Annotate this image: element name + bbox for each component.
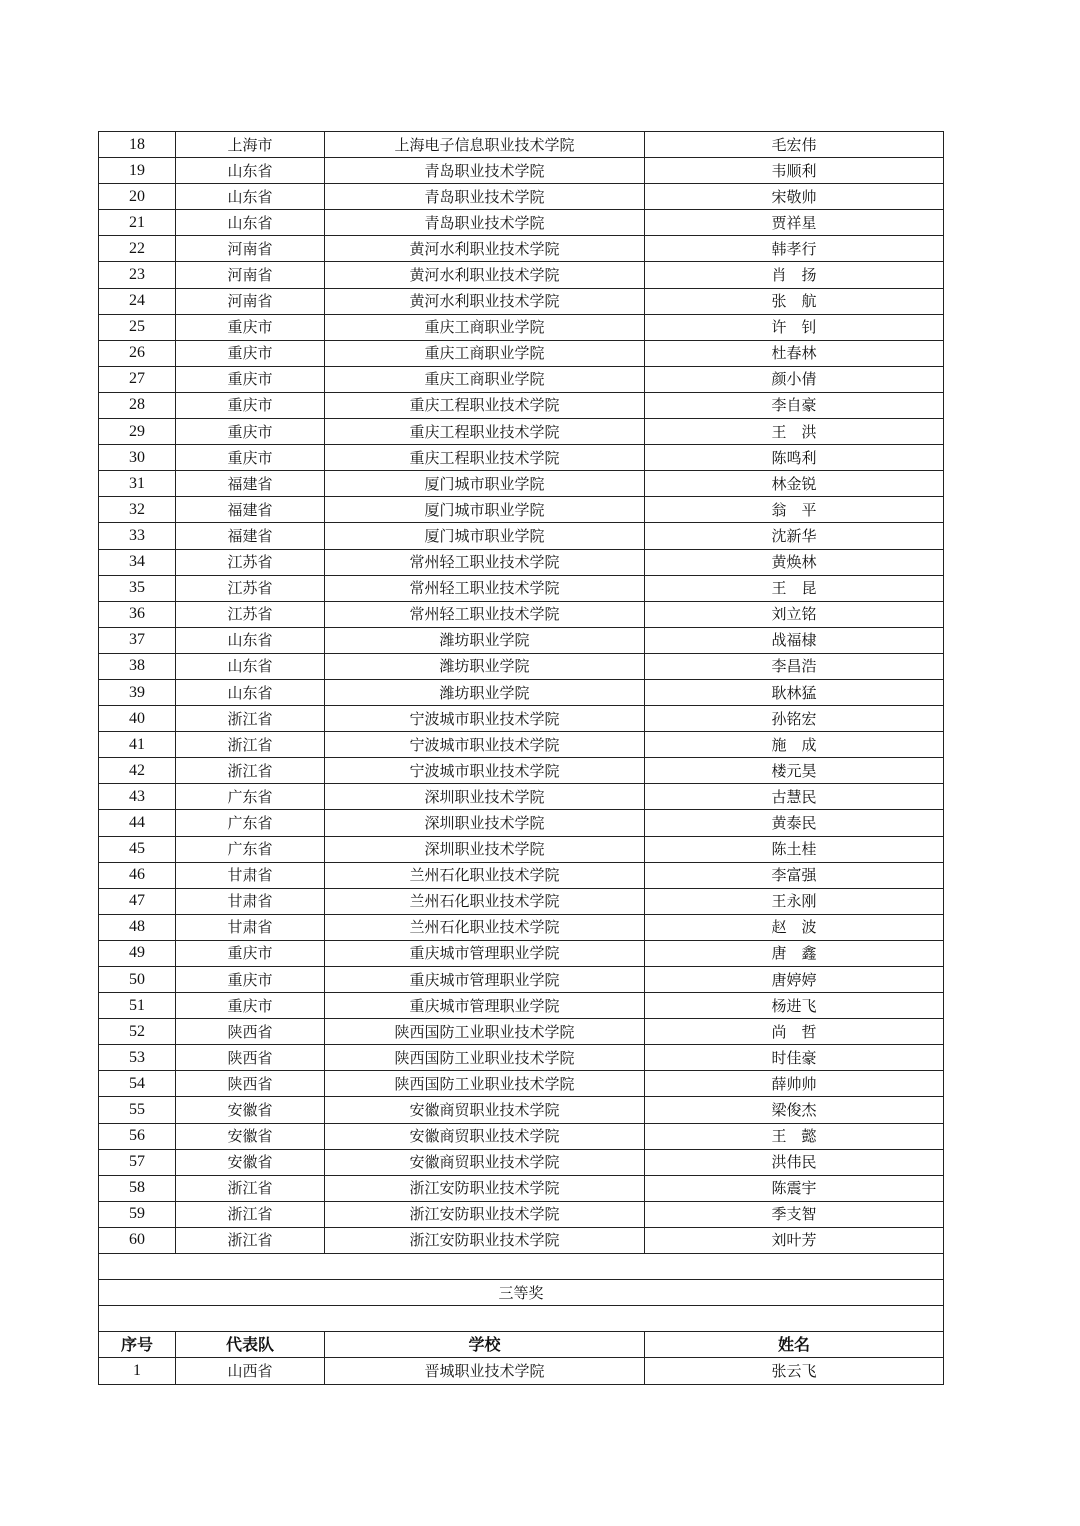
name-cell: 赵 波 [645,914,944,940]
school-cell: 浙江安防职业技术学院 [325,1201,645,1227]
team-cell: 山东省 [176,653,325,679]
school-cell: 安徽商贸职业技术学院 [325,1149,645,1175]
name-cell: 韦顺利 [645,158,944,184]
school-cell: 重庆城市管理职业学院 [325,993,645,1019]
table-row [99,549,944,575]
blank-row [99,1306,944,1332]
school-cell: 陕西国防工业职业技术学院 [325,1045,645,1071]
no-cell: 22 [99,236,176,262]
table-row [99,158,944,184]
no-cell: 33 [99,523,176,549]
table-row [99,497,944,523]
name-cell: 李昌浩 [645,653,944,679]
no-cell: 20 [99,184,176,210]
no-cell: 45 [99,836,176,862]
school-cell: 重庆工商职业学院 [325,314,645,340]
table-row [99,967,944,993]
table-row [99,419,944,445]
name-cell: 韩孝行 [645,236,944,262]
team-cell: 上海市 [176,132,325,158]
name-cell: 薛帅帅 [645,1071,944,1097]
table-row [99,366,944,392]
table-row [99,784,944,810]
team-cell: 陕西省 [176,1045,325,1071]
school-cell: 青岛职业技术学院 [325,210,645,236]
school-cell: 上海电子信息职业技术学院 [325,132,645,158]
school-cell: 潍坊职业学院 [325,653,645,679]
team-cell: 江苏省 [176,575,325,601]
table-row [99,862,944,888]
blank-cell [99,1254,944,1280]
team-cell: 河南省 [176,262,325,288]
name-cell: 战福棣 [645,627,944,653]
school-cell: 重庆工程职业技术学院 [325,392,645,418]
table-row [99,1358,944,1384]
team-cell: 浙江省 [176,1227,325,1253]
blank-row [99,1254,944,1280]
school-cell: 宁波城市职业技术学院 [325,732,645,758]
table-row [99,653,944,679]
name-cell: 陈震宇 [645,1175,944,1201]
school-cell: 常州轻工职业技术学院 [325,575,645,601]
table-row [99,627,944,653]
no-cell: 32 [99,497,176,523]
name-cell: 刘立铭 [645,601,944,627]
school-cell: 陕西国防工业职业技术学院 [325,1019,645,1045]
school-cell: 宁波城市职业技术学院 [325,758,645,784]
table-row [99,679,944,705]
school-cell: 黄河水利职业技术学院 [325,262,645,288]
no-cell: 49 [99,940,176,966]
name-cell: 王 昆 [645,575,944,601]
school-cell: 重庆工商职业学院 [325,340,645,366]
table-row [99,732,944,758]
school-cell: 青岛职业技术学院 [325,158,645,184]
award-table-body [99,132,944,1385]
no-cell: 41 [99,732,176,758]
table-row [99,314,944,340]
no-cell: 44 [99,810,176,836]
no-cell: 54 [99,1071,176,1097]
school-cell: 重庆城市管理职业学院 [325,967,645,993]
name-cell: 林金锐 [645,471,944,497]
header-name: 姓名 [645,1332,944,1358]
no-cell: 51 [99,993,176,1019]
school-cell: 黄河水利职业技术学院 [325,288,645,314]
team-cell: 重庆市 [176,967,325,993]
team-cell: 浙江省 [176,758,325,784]
table-row [99,888,944,914]
team-cell: 广东省 [176,784,325,810]
name-cell: 颜小倩 [645,366,944,392]
team-cell: 广东省 [176,810,325,836]
no-cell: 23 [99,262,176,288]
school-cell: 浙江安防职业技术学院 [325,1227,645,1253]
name-cell: 黄泰民 [645,810,944,836]
no-cell: 57 [99,1149,176,1175]
school-cell: 浙江安防职业技术学院 [325,1175,645,1201]
team-cell: 河南省 [176,288,325,314]
no-cell: 37 [99,627,176,653]
table-row [99,1227,944,1253]
team-cell: 重庆市 [176,392,325,418]
no-cell: 40 [99,706,176,732]
name-cell: 肖 扬 [645,262,944,288]
no-cell: 35 [99,575,176,601]
no-cell: 47 [99,888,176,914]
team-cell: 山东省 [176,627,325,653]
no-cell: 42 [99,758,176,784]
team-cell: 甘肃省 [176,888,325,914]
team-cell: 重庆市 [176,366,325,392]
no-cell: 58 [99,1175,176,1201]
no-cell: 55 [99,1097,176,1123]
no-cell: 59 [99,1201,176,1227]
header-no: 序号 [99,1332,176,1358]
third-prize-header-row [99,1332,944,1358]
name-cell: 古慧民 [645,784,944,810]
no-cell: 56 [99,1123,176,1149]
team-cell: 山东省 [176,679,325,705]
name-cell: 张 航 [645,288,944,314]
team-cell: 广东省 [176,836,325,862]
team-cell: 甘肃省 [176,914,325,940]
table-row [99,601,944,627]
team-cell: 安徽省 [176,1149,325,1175]
team-cell: 浙江省 [176,732,325,758]
name-cell: 宋敬帅 [645,184,944,210]
name-cell: 杜春林 [645,340,944,366]
name-cell: 耿林猛 [645,679,944,705]
table-row [99,132,944,158]
no-cell: 38 [99,653,176,679]
team-cell: 山东省 [176,158,325,184]
name-cell: 季支智 [645,1201,944,1227]
table-row [99,914,944,940]
school-cell: 重庆工程职业技术学院 [325,419,645,445]
no-cell: 25 [99,314,176,340]
table-row [99,1019,944,1045]
school-cell: 兰州石化职业技术学院 [325,914,645,940]
table-row [99,1097,944,1123]
no-cell: 39 [99,679,176,705]
school-cell: 厦门城市职业学院 [325,523,645,549]
team-cell: 河南省 [176,236,325,262]
team-cell: 陕西省 [176,1019,325,1045]
school-cell: 深圳职业技术学院 [325,810,645,836]
no-cell: 50 [99,967,176,993]
school-cell: 潍坊职业学院 [325,679,645,705]
no-cell: 29 [99,419,176,445]
table-row [99,1175,944,1201]
school-cell: 潍坊职业学院 [325,627,645,653]
school-cell: 深圳职业技术学院 [325,836,645,862]
name-cell: 尚 哲 [645,1019,944,1045]
table-row [99,471,944,497]
school-cell: 兰州石化职业技术学院 [325,888,645,914]
name-cell: 孙铭宏 [645,706,944,732]
table-row [99,1071,944,1097]
school-cell: 兰州石化职业技术学院 [325,862,645,888]
school-cell: 安徽商贸职业技术学院 [325,1123,645,1149]
team-cell: 江苏省 [176,549,325,575]
name-cell: 翁 平 [645,497,944,523]
team-cell: 陕西省 [176,1071,325,1097]
name-cell: 时佳豪 [645,1045,944,1071]
name-cell: 施 成 [645,732,944,758]
name-cell: 洪伟民 [645,1149,944,1175]
team-cell: 重庆市 [176,940,325,966]
header-school: 学校 [325,1332,645,1358]
team-cell: 山东省 [176,184,325,210]
header-team: 代表队 [176,1332,325,1358]
no-cell: 31 [99,471,176,497]
no-cell: 28 [99,392,176,418]
school-cell: 宁波城市职业技术学院 [325,706,645,732]
no-cell: 1 [99,1358,176,1384]
no-cell: 53 [99,1045,176,1071]
team-cell: 浙江省 [176,1175,325,1201]
table-row [99,993,944,1019]
table-row [99,340,944,366]
school-cell: 晋城职业技术学院 [325,1358,645,1384]
name-cell: 杨进飞 [645,993,944,1019]
name-cell: 毛宏伟 [645,132,944,158]
table-row [99,940,944,966]
team-cell: 安徽省 [176,1123,325,1149]
table-row [99,184,944,210]
no-cell: 48 [99,914,176,940]
no-cell: 21 [99,210,176,236]
blank-cell [99,1306,944,1332]
no-cell: 24 [99,288,176,314]
name-cell: 许 钊 [645,314,944,340]
team-cell: 福建省 [176,523,325,549]
table-row [99,262,944,288]
no-cell: 30 [99,445,176,471]
team-cell: 福建省 [176,497,325,523]
table-row [99,810,944,836]
third-prize-title-row [99,1280,944,1306]
table-row [99,288,944,314]
name-cell: 楼元昊 [645,758,944,784]
name-cell: 张云飞 [645,1358,944,1384]
name-cell: 贾祥星 [645,210,944,236]
table-row [99,706,944,732]
award-table [98,131,944,1385]
third-prize-title: 三等奖 [99,1280,944,1306]
no-cell: 52 [99,1019,176,1045]
no-cell: 34 [99,549,176,575]
no-cell: 60 [99,1227,176,1253]
school-cell: 重庆工程职业技术学院 [325,445,645,471]
school-cell: 陕西国防工业职业技术学院 [325,1071,645,1097]
team-cell: 重庆市 [176,445,325,471]
no-cell: 46 [99,862,176,888]
school-cell: 厦门城市职业学院 [325,497,645,523]
name-cell: 沈新华 [645,523,944,549]
name-cell: 陈鸣利 [645,445,944,471]
school-cell: 深圳职业技术学院 [325,784,645,810]
school-cell: 重庆城市管理职业学院 [325,940,645,966]
school-cell: 常州轻工职业技术学院 [325,549,645,575]
team-cell: 山东省 [176,210,325,236]
table-row [99,1045,944,1071]
name-cell: 陈土桂 [645,836,944,862]
school-cell: 青岛职业技术学院 [325,184,645,210]
table-row [99,1201,944,1227]
no-cell: 19 [99,158,176,184]
team-cell: 重庆市 [176,340,325,366]
team-cell: 山西省 [176,1358,325,1384]
name-cell: 王永刚 [645,888,944,914]
team-cell: 重庆市 [176,419,325,445]
name-cell: 唐 鑫 [645,940,944,966]
no-cell: 27 [99,366,176,392]
table-row [99,836,944,862]
table-row [99,1123,944,1149]
table-row [99,210,944,236]
no-cell: 36 [99,601,176,627]
name-cell: 李富强 [645,862,944,888]
team-cell: 重庆市 [176,993,325,1019]
school-cell: 黄河水利职业技术学院 [325,236,645,262]
team-cell: 安徽省 [176,1097,325,1123]
team-cell: 江苏省 [176,601,325,627]
team-cell: 浙江省 [176,1201,325,1227]
name-cell: 王 懿 [645,1123,944,1149]
team-cell: 重庆市 [176,314,325,340]
team-cell: 浙江省 [176,706,325,732]
name-cell: 梁俊杰 [645,1097,944,1123]
table-row [99,236,944,262]
no-cell: 18 [99,132,176,158]
table-row [99,758,944,784]
table-row [99,392,944,418]
table-row [99,1149,944,1175]
school-cell: 常州轻工职业技术学院 [325,601,645,627]
no-cell: 43 [99,784,176,810]
name-cell: 李自豪 [645,392,944,418]
team-cell: 甘肃省 [176,862,325,888]
name-cell: 唐婷婷 [645,967,944,993]
table-row [99,575,944,601]
name-cell: 刘叶芳 [645,1227,944,1253]
no-cell: 26 [99,340,176,366]
team-cell: 福建省 [176,471,325,497]
name-cell: 黄焕林 [645,549,944,575]
school-cell: 安徽商贸职业技术学院 [325,1097,645,1123]
table-row [99,445,944,471]
school-cell: 厦门城市职业学院 [325,471,645,497]
school-cell: 重庆工商职业学院 [325,366,645,392]
table-row [99,523,944,549]
name-cell: 王 洪 [645,419,944,445]
